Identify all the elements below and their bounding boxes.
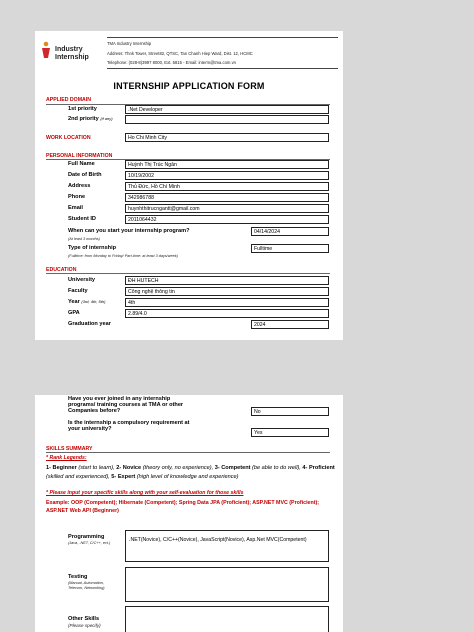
other-skills-label: Other Skills [68, 616, 100, 622]
section-applied-domain: APPLIED DOMAIN [46, 97, 91, 103]
legend-line-1 [46, 465, 335, 471]
legend-beginner: 1- Beginner [46, 465, 77, 471]
legend-beginner-desc: (start to learn), [76, 465, 117, 471]
previous-internship-field[interactable]: No [251, 407, 329, 416]
section-rule [46, 273, 330, 274]
legend-competent: 3- Competent [214, 465, 251, 471]
logo-text [55, 46, 89, 62]
legend-competent-desc: (be able to do well), [250, 465, 303, 471]
section-education: EDUCATION [46, 267, 77, 273]
email-label: Email [68, 205, 83, 211]
rank-legends-heading: * Rank Legends: [46, 455, 87, 461]
legend-expert: 5- Expert [111, 474, 136, 480]
work-location-field[interactable]: Ho Chi Minh City [125, 133, 329, 142]
year-label-sub: (3rd, 4th, 5th) [81, 299, 106, 304]
section-rule [46, 452, 330, 453]
skills-example-line-2: ASP.NET Web API (Beginner) [46, 508, 119, 514]
email-field[interactable]: huynhthitrucngantt@gmail.com [125, 204, 329, 213]
other-skills-sub: (Please specify) [68, 623, 101, 628]
full-name-field[interactable]: Huỳnh Thị Trúc Ngân [125, 160, 329, 169]
programming-label: Programming [68, 534, 105, 540]
question-line: Is the internship a compulsory requirement at [68, 420, 190, 426]
header-top-rule [107, 37, 338, 38]
internship-type-note: (Fulltime: from Monday to Friday/ Part-time: at least 3 days/week) [68, 254, 178, 258]
legend-proficient: 4- Proficient [302, 465, 335, 471]
student-id-field[interactable]: 2011064432 [125, 215, 329, 224]
full-name-label: Full Name [68, 161, 95, 167]
programming-field[interactable]: .NET(Novice), C/C++(Novice), JavaScript(Novice), Asp.Net MVC(Competent) [125, 530, 329, 562]
second-priority-text: 2nd priority [68, 116, 99, 122]
legend-proficient-desc: (skilled and experienced), [46, 474, 112, 480]
logo-line-2: Internship [55, 54, 89, 61]
year-label [68, 299, 105, 305]
start-date-note: (At least 3 months) [68, 237, 100, 241]
legend-novice: 2- Novice [116, 465, 142, 471]
header-bottom-rule [107, 68, 338, 69]
company-name: TMA Industry Internship [107, 41, 152, 46]
second-priority-label [68, 116, 113, 122]
other-skills-field[interactable] [125, 606, 329, 632]
internship-type-field[interactable]: Fulltime [251, 244, 329, 253]
graduation-year-label: Graduation year [68, 321, 111, 327]
section-work-location: WORK LOCATION [46, 135, 91, 141]
second-priority-field[interactable] [125, 115, 329, 124]
legend-novice-desc: (theory only, no experience), [141, 465, 215, 471]
previous-internship-question [68, 396, 183, 414]
company-address: Address: Thnk Tower, Street82, QTSC, Tan Chanh Hiep Ward, Dist. 12, HCMC [107, 51, 253, 56]
legend-line-2 [46, 474, 238, 480]
form-page-1 [35, 31, 343, 340]
logo-line-1: Industry [55, 46, 83, 53]
student-id-label: Student ID [68, 216, 96, 222]
question-line: your university? [68, 426, 112, 432]
university-label: University [68, 277, 96, 283]
faculty-field[interactable]: Công nghệ thông tin [125, 287, 329, 296]
gpa-field[interactable]: 2.89/4.0 [125, 309, 329, 318]
second-priority-sub: (if any) [100, 116, 113, 121]
year-field[interactable]: 4th [125, 298, 329, 307]
address-label: Address [68, 183, 91, 189]
skills-example-line-1: Example: OOP (Competent); Hibernate (Competent); Spring Data JPA (Proficient); ASP.NET MVC (Proficient); [46, 500, 320, 506]
faculty-label: Faculty [68, 288, 88, 294]
form-page-2 [35, 395, 343, 632]
question-line: Have you ever joined in any internship [68, 396, 171, 402]
testing-sub: (Manual, Automation, Telecom, Networking) [68, 581, 105, 590]
programming-sub: (Java, .NET, C/C++, ect.) [68, 541, 111, 545]
question-line: Companies before? [68, 408, 121, 414]
start-date-label: When can you start your internship program? [68, 228, 190, 234]
company-contact: Telephone: (028-8)3997 8000, Ext. 5815 - Email: interm@tma.com.vn [107, 60, 237, 65]
section-skills-summary: SKILLS SUMMARY [46, 446, 93, 452]
dob-label: Date of Birth [68, 172, 102, 178]
graduation-year-field[interactable]: 2024 [251, 320, 329, 329]
form-title: INTERNSHIP APPLICATION FORM [113, 81, 265, 91]
legend-expert-desc: (high level of knowledge and experience) [135, 474, 239, 480]
phone-label: Phone [68, 194, 86, 200]
university-field[interactable]: ĐH HUTECH [125, 276, 329, 285]
first-priority-label: 1st priority [68, 106, 97, 112]
year-label-text: Year [68, 299, 80, 305]
tma-logo-icon [40, 41, 52, 59]
compulsory-field[interactable]: Yes [251, 428, 329, 437]
phone-field[interactable]: 342986788 [125, 193, 329, 202]
start-date-field[interactable]: 04/14/2024 [251, 227, 329, 236]
gpa-label: GPA [68, 310, 80, 316]
dob-field[interactable]: 10/19/2002 [125, 171, 329, 180]
address-field[interactable]: Thủ Đức, Hồ Chí Minh [125, 182, 329, 191]
first-priority-field[interactable]: .Net Developer [125, 105, 329, 114]
internship-type-label: Type of internship [68, 245, 117, 251]
question-line: programs/ training courses at TMA or other [68, 402, 184, 408]
skills-instruction: * Please input your specific skills along with your self-evaluation for those skills [46, 490, 244, 496]
testing-label: Testing [68, 574, 88, 580]
section-personal-information: PERSONAL INFORMATION [46, 153, 113, 159]
testing-field[interactable] [125, 567, 329, 602]
compulsory-question [68, 420, 190, 432]
